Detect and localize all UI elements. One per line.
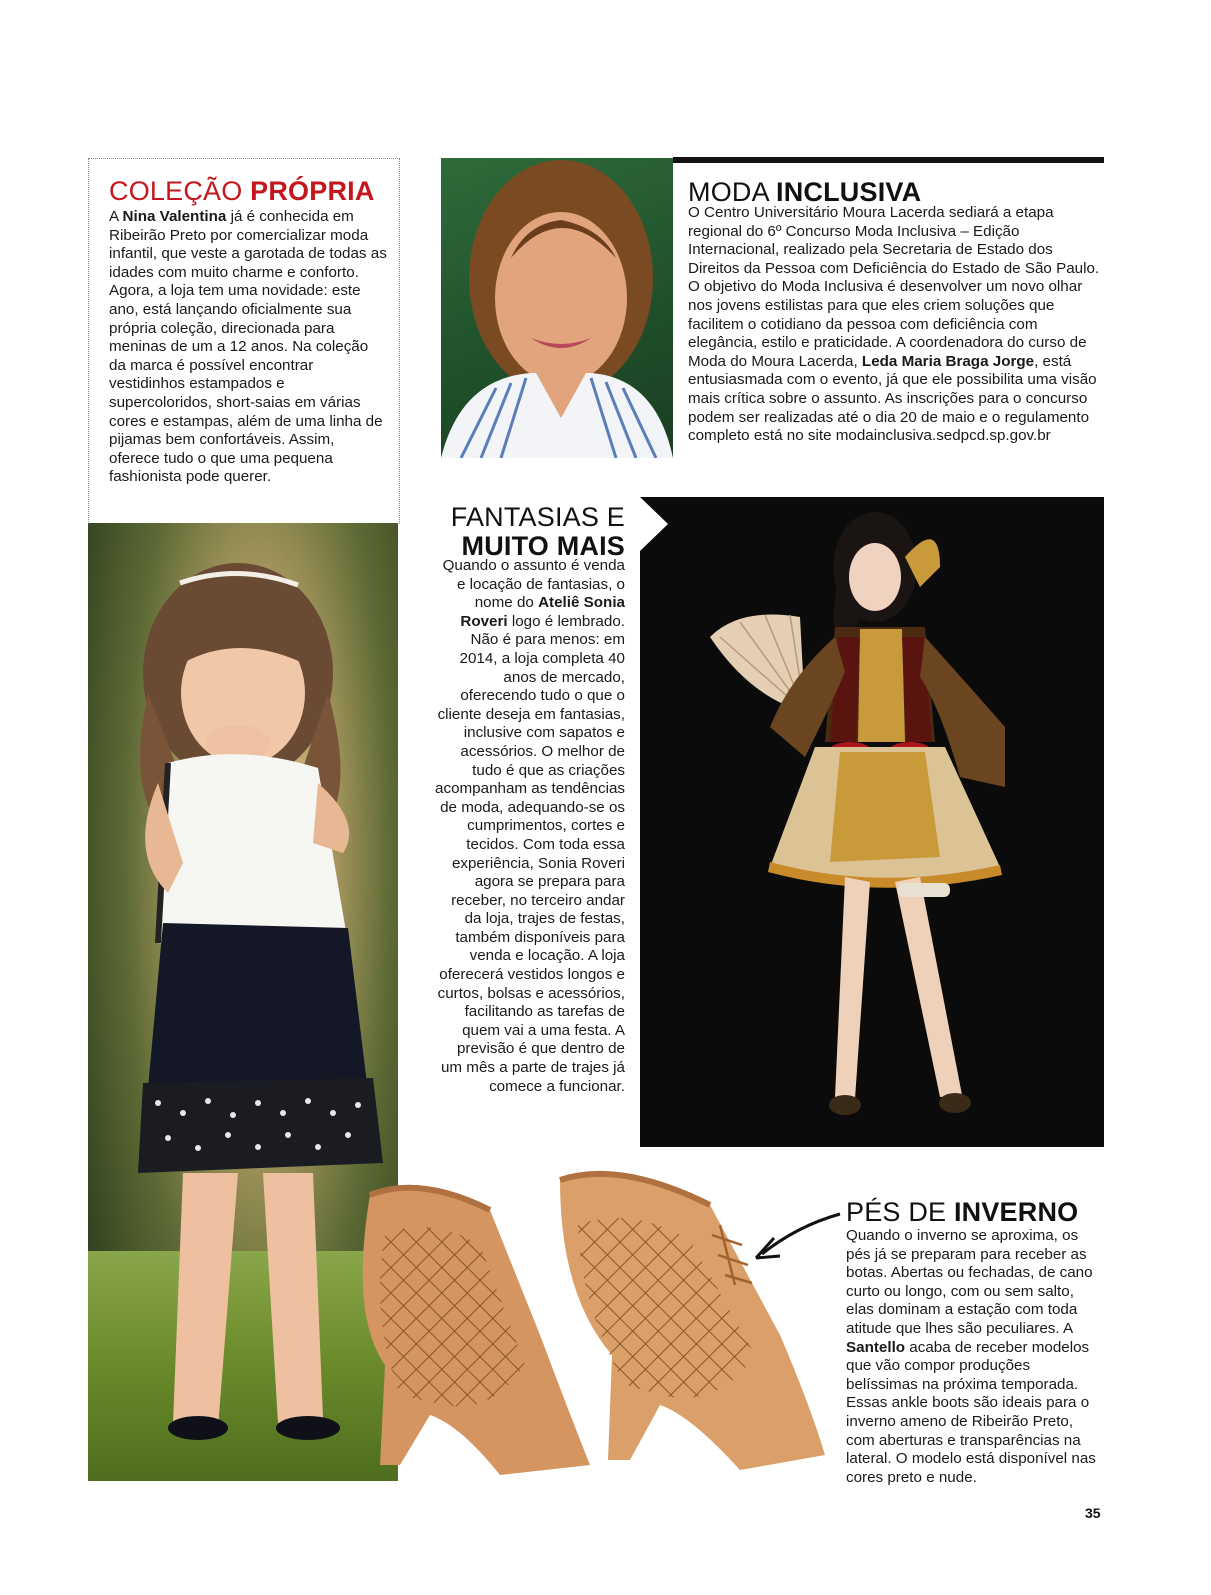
leda-portrait-photo <box>441 158 673 458</box>
text-run: O Centro Universitário Moura Lacerda sediará a etapa regional do 6º Concurso Moda Inclusiva – Edição Internacional, realizado pela Secretaria de Estado dos Direitos da Pessoa com Deficiência do Estado de São Paulo. O objetivo do Moda Inclusiva é desenvolver um novo olhar nos jovens estilistas para que eles criem soluções que facilitem o cotidiano da pessoa com deficiência com elegância, estilo e praticidade. A coordenadora do curso de Moda do Moura Lacerda, <box>688 204 1100 370</box>
arrow-icon <box>752 1208 844 1263</box>
colecao-text <box>109 208 387 487</box>
text-run: acaba de receber modelos que vão compor produções belíssimas na próxima temporada. Essas ankle boots são ideais para o inverno ameno de Ribeirão Preto, com aberturas e transparências na lateral. O modelo está disponível nas cores preto e nude. <box>846 1338 1096 1486</box>
highlighted-name: Ateliê Sonia Roveri <box>460 594 625 630</box>
moda-header-rule <box>673 157 1104 163</box>
fantasias-text <box>433 557 625 1096</box>
colecao-title: COLEÇÃO PRÓPRIA <box>109 176 375 206</box>
text-run: , está entusiasmada com o evento, já que ele possibilita uma visão mais crítica sobre o assunto. As inscrições para o concurso podem ser realizadas até o dia 20 de maio e o regulamento completo está no site modainclusiva.sedpcd.sp.gov.br <box>688 352 1097 445</box>
fantasias-title-line1: FANTASIAS E <box>450 502 625 532</box>
text-run: Quando o assunto é venda e locação de fantasias, o nome do <box>442 557 625 612</box>
fantasias-arrow-tab <box>640 497 668 551</box>
pes-text <box>846 1227 1104 1487</box>
pes-title: PÉS DE INVERNO <box>846 1197 1079 1227</box>
costume-photo <box>640 497 1104 1147</box>
text-run: logo é lembrado. Não é para menos: em 2014, a loja completa 40 anos de mercado, oferecendo tudo o que o cliente deseja em fantasias, inclusive com sapatos e acessórios. O melhor de tudo é que as criações acompanham as tendências de moda, adequando-se os cumprimentos, cortes e tecidos. Com toda essa experiência, Sonia Roveri agora se prepara para receber, no terceiro andar da loja, trajes de festas, também disponíveis para venda e locação. A loja oferecerá vestidos longos e curtos, bolsas e acessórios, facilitando as tarefas de quem vai a uma festa. A previsão é que dentro de um mês a parte de trajes já comece a funcionar. <box>435 612 625 1095</box>
text-run: Quando o inverno se aproxima, os pés já se preparam para receber as botas. Abertas ou fechadas, de cano curto ou longo, com ou sem salto, elas dominam a estação com toda atitude que lhes são peculiares. A <box>846 1227 1093 1337</box>
fantasias-title-line2: MUITO MAIS <box>461 531 625 561</box>
page-number: 35 <box>1085 1505 1101 1521</box>
moda-text <box>688 204 1100 446</box>
highlighted-name: Leda Maria Braga Jorge <box>861 352 1035 370</box>
text-run: já é conhecida em Ribeirão Preto por comercializar moda infantil, que veste a garotada de todas as idades com muito charme e conforto. Agora, a loja tem uma novidade: este ano, está lançando oficialmente sua própria coleção, direcionada para meninas de um a 12 anos. Na coleção da marca é possível encontrar vestidinhos estampados e supercoloridos, short-saias em várias cores e estampas, além de uma linha de pijamas bem confortáveis. Assim, oferece tudo o que uma pequena fashionista pode querer. <box>109 208 387 486</box>
moda-title: MODA INCLUSIVA <box>688 177 922 207</box>
text-run: A <box>109 208 123 225</box>
highlighted-name: Santello <box>846 1338 906 1356</box>
highlighted-name: Nina Valentina <box>122 208 227 225</box>
